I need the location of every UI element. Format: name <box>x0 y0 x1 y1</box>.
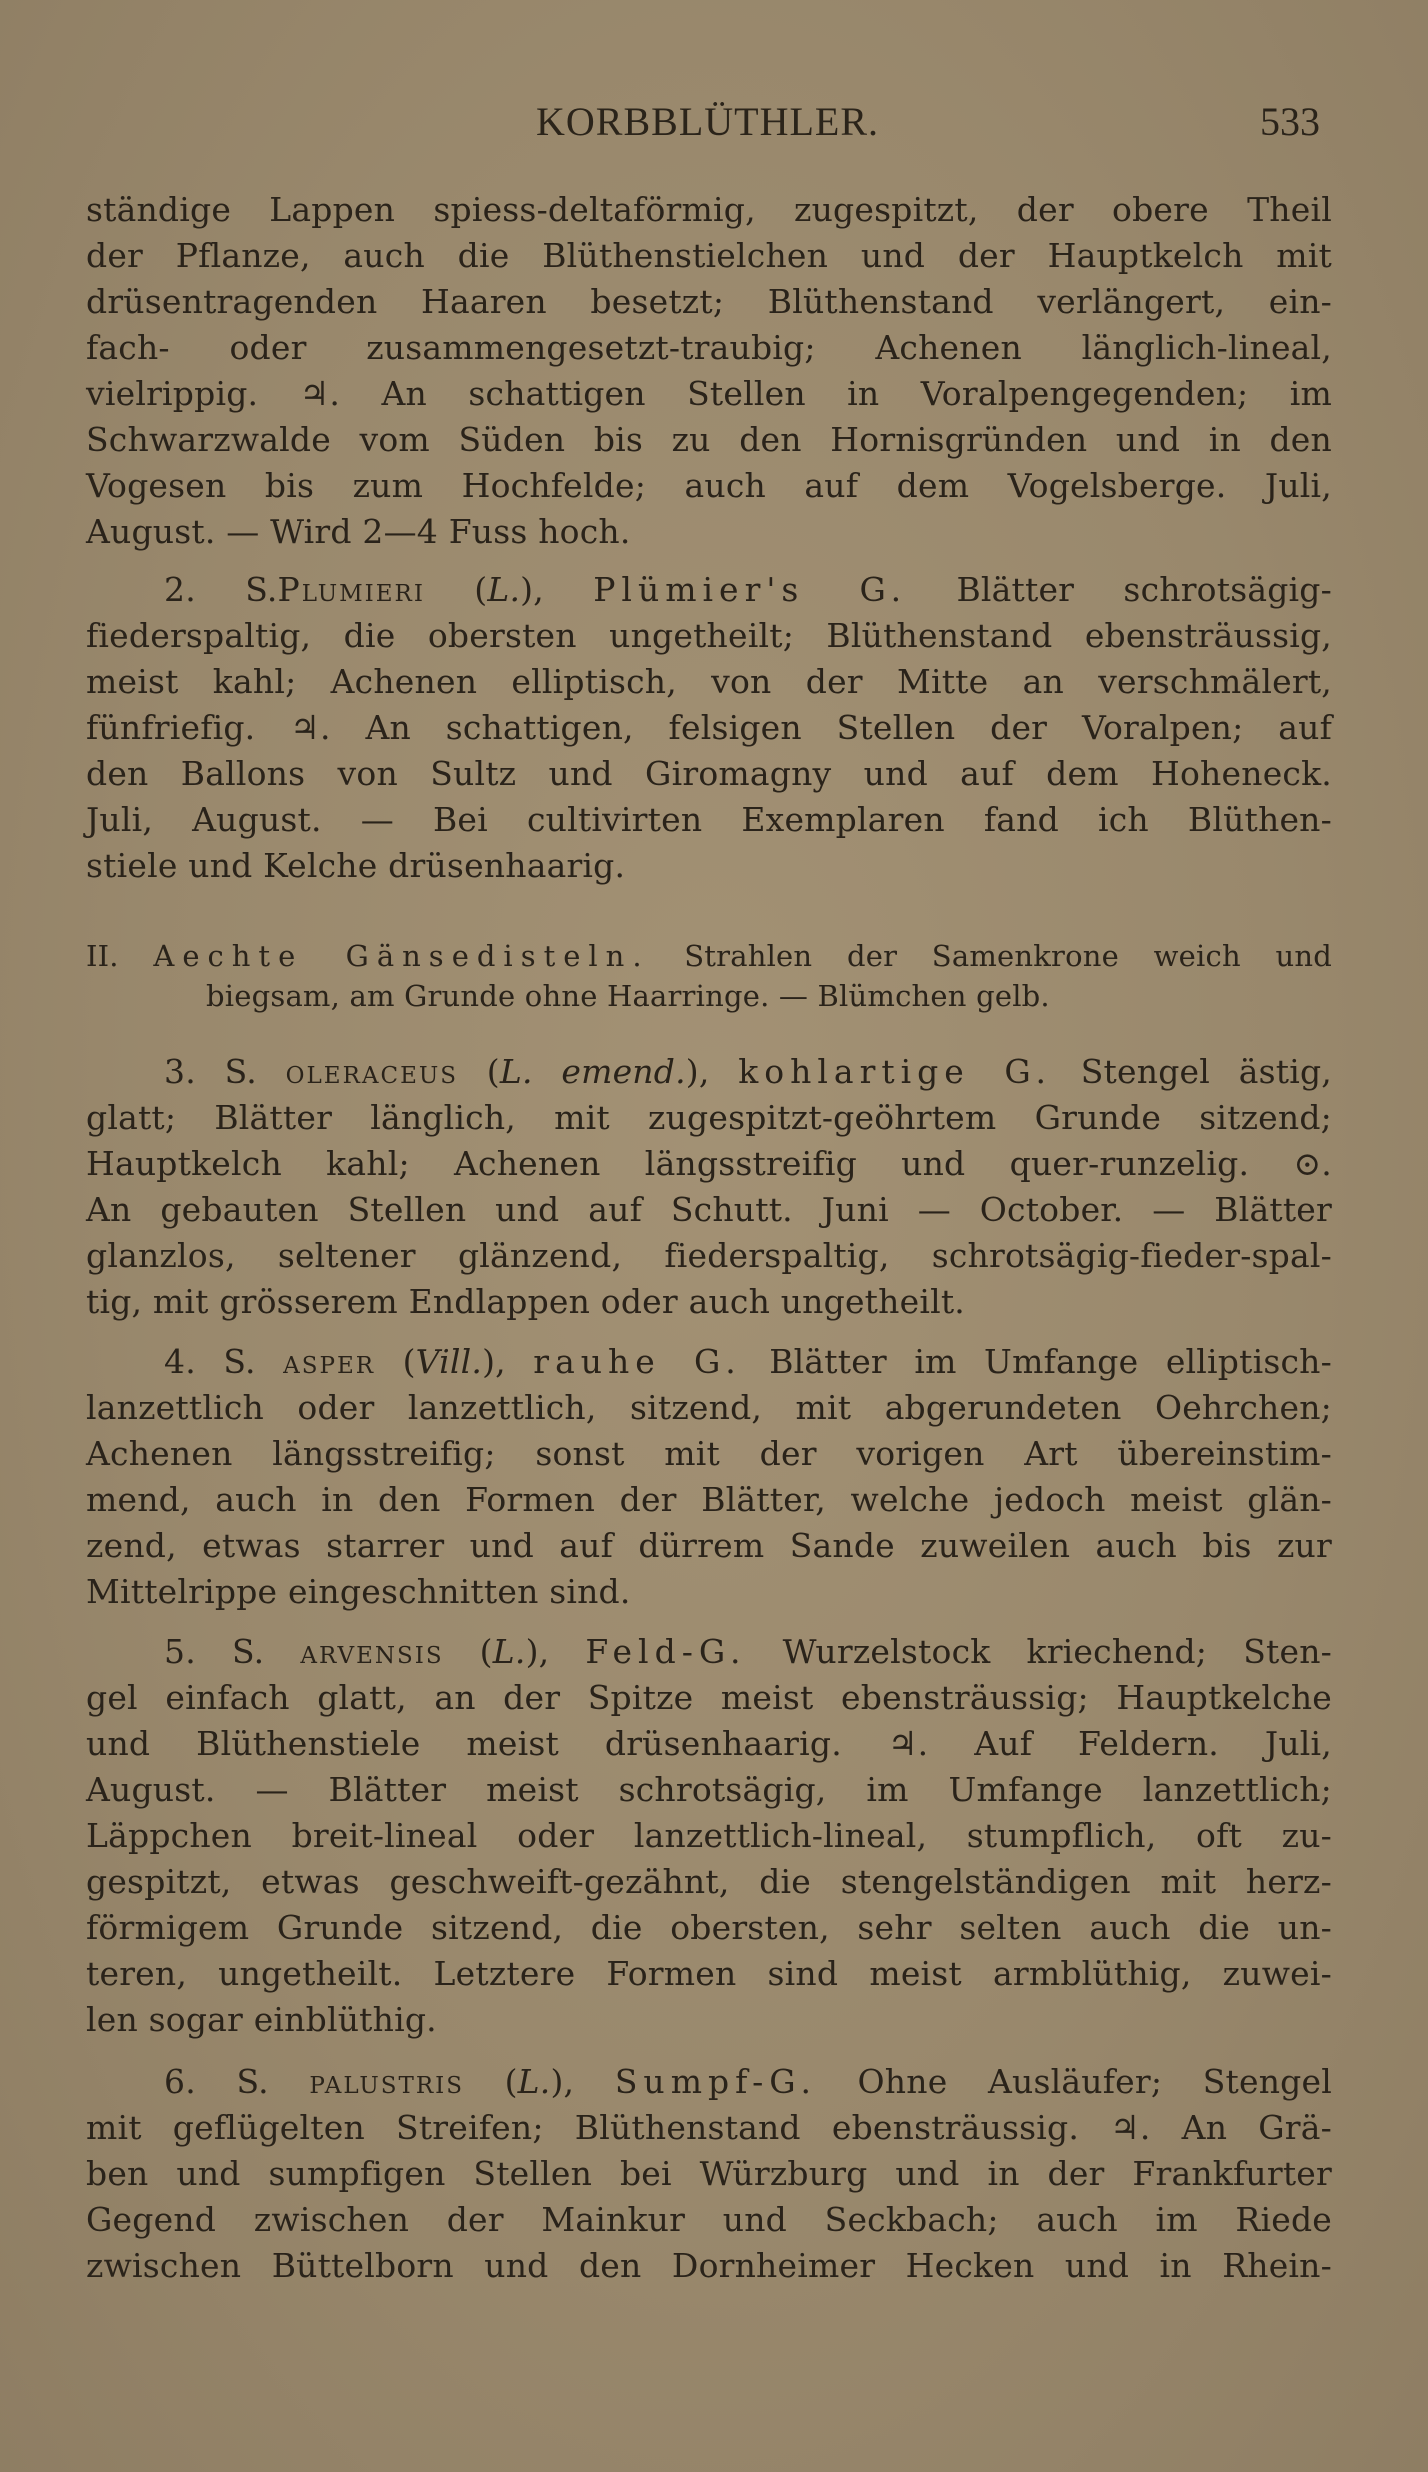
text-line: mend, auch in den Formen der Blätter, welche jedoch meist glän- <box>86 1480 1332 1519</box>
genus-abbrev: S. <box>223 1342 256 1381</box>
text-line: den Ballons von Sultz und Giromagny und auf dem Hoheneck. <box>86 754 1332 793</box>
entry-number: 6. <box>164 2062 196 2101</box>
entry-first-line: 5. S. arvensis (L.), Feld-G. Wurzelstock kriechend; Sten- <box>164 1632 1332 1671</box>
species-name: arvensis <box>300 1632 444 1671</box>
entry-first-line: 4. S. asper (Vill.), rauhe G. Blätter im Umfange elliptisch- <box>164 1342 1332 1381</box>
text-line: teren, ungetheilt. Letztere Formen sind meist armblüthig, zuwei- <box>86 1954 1332 1993</box>
common-name: kohlartige G. <box>738 1052 1053 1091</box>
text-line: gespitzt, etwas geschweift-gezähnt, die stengelständigen mit herz- <box>86 1862 1332 1901</box>
text-line: glatt; Blätter länglich, mit zugespitzt-geöhrtem Grunde sitzend; <box>86 1098 1332 1137</box>
genus-abbrev: S. <box>236 2062 269 2101</box>
text-line: stiele und Kelche drüsenhaarig. <box>86 846 626 885</box>
chapter-title: KORBBLÜTHLER. <box>536 99 879 144</box>
text-line: August. — Wird 2—4 Fuss hoch. <box>86 512 631 551</box>
text-line: zend, etwas starrer und auf dürrem Sande zuweilen auch bis zur <box>86 1526 1332 1565</box>
text-line: der Pflanze, auch die Blüthenstielchen und der Hauptkelch mit <box>86 236 1332 275</box>
section-first-line <box>86 936 1332 976</box>
description-start: Stengel ästig, <box>1080 1052 1332 1091</box>
entry-first-line: 3. S. oleraceus (L. emend.), kohlartige G. Stengel ästig, <box>164 1052 1332 1091</box>
text-line: gel einfach glatt, an der Spitze meist ebensträussig; Hauptkelche <box>86 1678 1332 1717</box>
text-line: Juli, August. — Bei cultivirten Exemplaren fand ich Blüthen- <box>86 800 1332 839</box>
text-line: mit geflügelten Streifen; Blüthenstand ebensträussig. ♃. An Grä- <box>86 2108 1332 2147</box>
text-line: und Blüthenstiele meist drüsenhaarig. ♃. Auf Feldern. Juli, <box>86 1724 1332 1763</box>
text-line: August. — Blätter meist schrotsägig, im Umfange lanzettlich; <box>86 1770 1332 1809</box>
running-head <box>0 98 1428 148</box>
text-line: Achenen längsstreifig; sonst mit der vorigen Art übereinstim- <box>86 1434 1332 1473</box>
entry-first-line: 2. S.Plumieri (L.), Plümier's G. Blätter schrotsägig- <box>164 570 1332 609</box>
text-line: Gegend zwischen der Mainkur und Seckbach; auch im Riede <box>86 2200 1332 2239</box>
text-line: Mittelrippe eingeschnitten sind. <box>86 1572 631 1611</box>
common-name: Feld-G. <box>585 1632 747 1671</box>
text-line: förmigem Grunde sitzend, die obersten, sehr selten auch die un- <box>86 1908 1332 1947</box>
text-line: zwischen Büttelborn und den Dornheimer Hecken und in Rhein- <box>86 2246 1332 2285</box>
description-start: Wurzelstock kriechend; Sten- <box>782 1632 1332 1671</box>
description-start: Blätter im Umfange elliptisch- <box>769 1342 1332 1381</box>
entry-number: 4. <box>164 1342 196 1381</box>
text-line: Hauptkelch kahl; Achenen längsstreifig und quer-runzelig. ⊙. <box>86 1144 1332 1183</box>
text-line: fünfriefig. ♃. An schattigen, felsigen Stellen der Voralpen; auf <box>86 708 1332 747</box>
text-line: fach- oder zusammengesetzt-traubig; Achenen länglich-lineal, <box>86 328 1332 367</box>
text-line: Läppchen breit-lineal oder lanzettlich-lineal, stumpflich, oft zu- <box>86 1816 1332 1855</box>
description-start: Ohne Ausläufer; Stengel <box>857 2062 1332 2101</box>
text-line: biegsam, am Grunde ohne Haarringe. — Blümchen gelb. <box>206 979 1050 1013</box>
text-line: fiederspaltig, die obersten ungetheilt; Blüthenstand ebensträussig, <box>86 616 1332 655</box>
species-name: palustris <box>309 2062 465 2101</box>
authority: Vill. <box>415 1342 483 1381</box>
species-name: Plumieri <box>277 570 425 609</box>
description-start: Blätter schrotsägig- <box>956 570 1332 609</box>
genus-abbrev: S. <box>231 1632 265 1671</box>
genus-abbrev: S. <box>245 570 278 609</box>
authority: L. <box>492 1632 526 1671</box>
text-line: ben und sumpfigen Stellen bei Würzburg und in der Frankfurter <box>86 2154 1332 2193</box>
text-line: len sogar einblüthig. <box>86 2000 437 2039</box>
genus-abbrev: S. <box>224 1052 257 1091</box>
text-line: tig, mit grösserem Endlappen oder auch ungetheilt. <box>86 1282 965 1321</box>
entry-number: 3. <box>164 1052 196 1091</box>
authority: L. <box>487 570 521 609</box>
section-description-start: Strahlen der Samenkrone weich und <box>684 939 1333 973</box>
entry-number: 2. <box>164 570 196 609</box>
entry-first-line: 6. S. palustris (L.), Sumpf-G. Ohne Ausläufer; Stengel <box>164 2062 1332 2101</box>
entry-number: 5. <box>164 1632 196 1671</box>
common-name: Plümier's G. <box>593 570 908 609</box>
page-number: 533 <box>1260 99 1320 144</box>
common-name: rauhe G. <box>533 1342 742 1381</box>
text-line: An gebauten Stellen und auf Schutt. Juni — October. — Blätter <box>86 1190 1332 1229</box>
text-line: Vogesen bis zum Hochfelde; auch auf dem Vogelsberge. Juli, <box>86 466 1332 505</box>
text-line: drüsentragenden Haaren besetzt; Blüthenstand verlängert, ein- <box>86 282 1332 321</box>
section-title: Aechte Gänsedisteln. <box>153 939 650 973</box>
species-name: oleraceus <box>285 1052 459 1091</box>
text-line: Schwarzwalde vom Süden bis zu den Hornisgründen und in den <box>86 420 1332 459</box>
text-line: vielrippig. ♃. An schattigen Stellen in Voralpengegenden; im <box>86 374 1332 413</box>
section-numeral: II. <box>86 939 119 973</box>
text-line: ständige Lappen spiess-deltaförmig, zugespitzt, der obere Theil <box>86 190 1332 229</box>
text-line: meist kahl; Achenen elliptisch, von der Mitte an verschmälert, <box>86 662 1332 701</box>
text-line: glanzlos, seltener glänzend, fiederspaltig, schrotsägig-fieder-spal- <box>86 1236 1332 1275</box>
common-name: Sumpf-G. <box>614 2062 817 2101</box>
text-line: lanzettlich oder lanzettlich, sitzend, mit abgerundeten Oehrchen; <box>86 1388 1332 1427</box>
species-name: asper <box>283 1342 376 1381</box>
authority: L. emend. <box>499 1052 686 1091</box>
authority: L. <box>517 2062 551 2101</box>
